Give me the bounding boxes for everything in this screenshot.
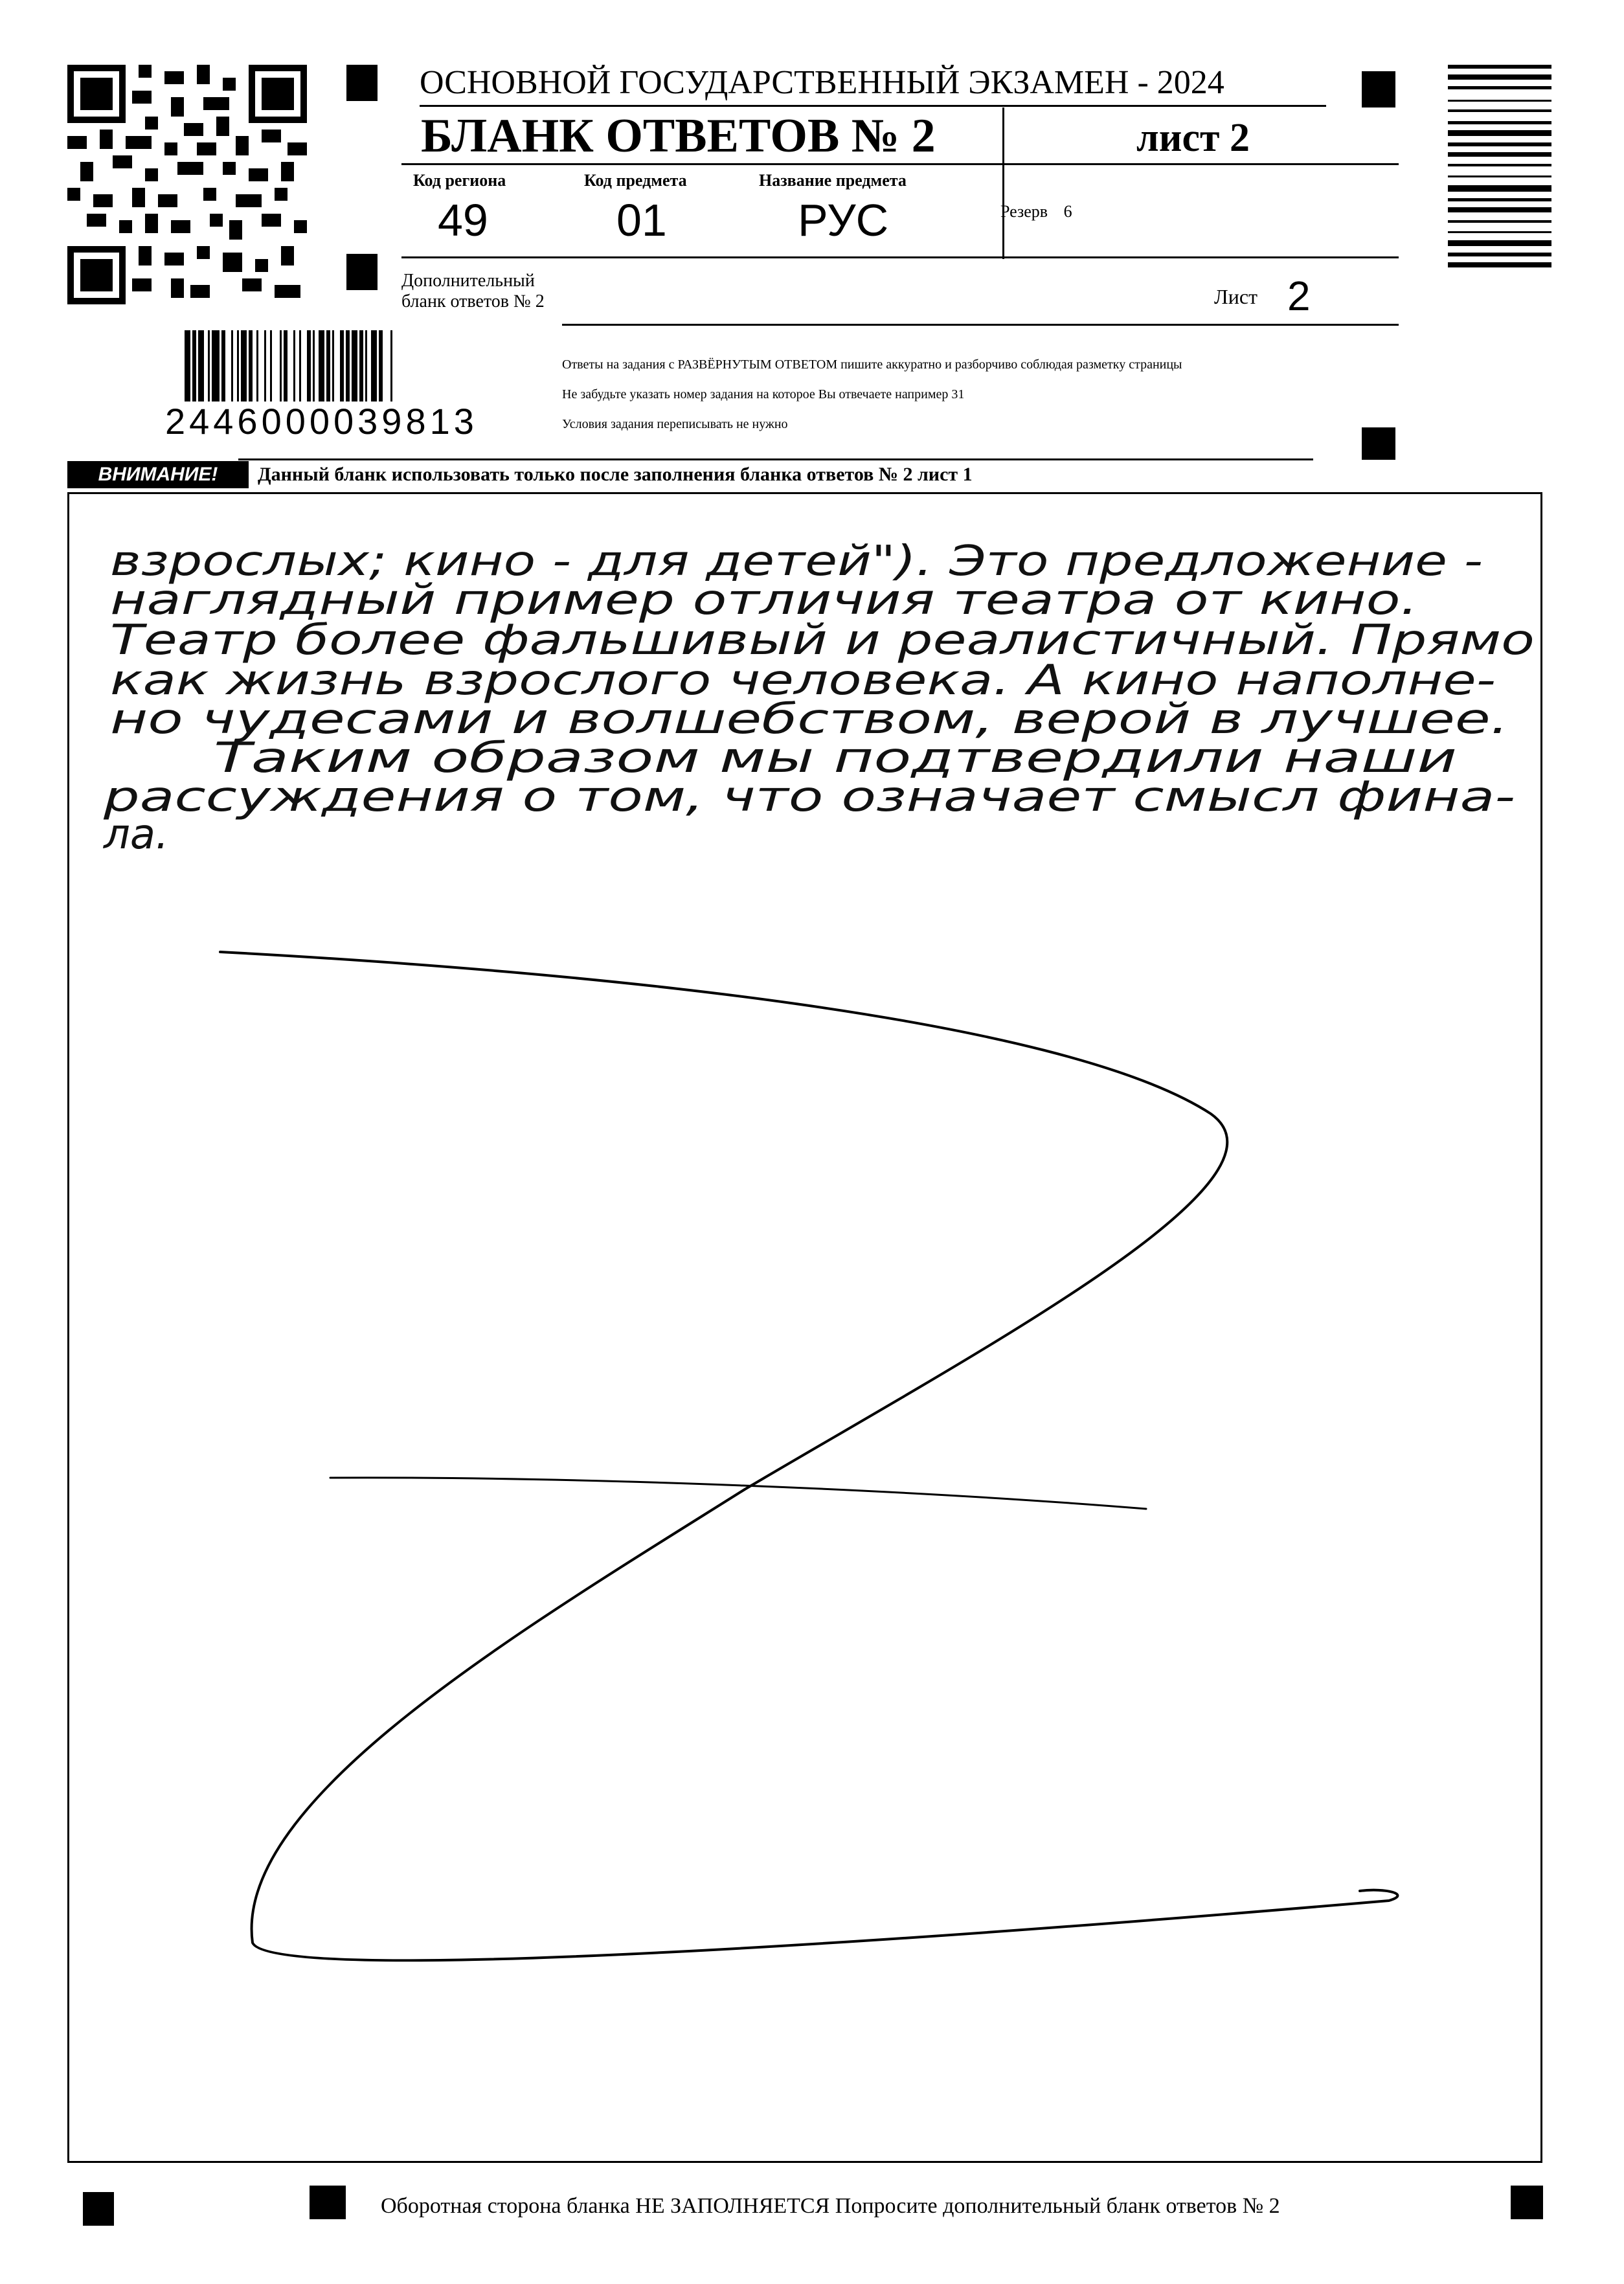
- reserve-value: 6: [1063, 202, 1072, 221]
- instruction-line-2: Не забудьте указать номер задания на которое Вы отвечаете например 31: [562, 387, 965, 401]
- sheet-number-label: Лист: [1214, 285, 1258, 308]
- subject-code-label: Код предмета: [584, 171, 687, 190]
- answer-line-4: как жизнь взрослого человека. А кино наполне-: [110, 657, 1496, 705]
- answer-line-8: ла.: [104, 811, 169, 859]
- footer-text: Оборотная сторона бланка НЕ ЗАПОЛНЯЕТСЯ Попросите дополнительный бланк ответов № 2: [381, 2194, 1280, 2218]
- barcode-number: 2446000039813: [165, 401, 478, 442]
- sheet-label: лист 2: [1136, 116, 1250, 160]
- reserve-label-text: Резерв: [1000, 202, 1048, 221]
- additional-form-label-line2: бланк ответов № 2: [401, 291, 545, 311]
- region-code-label: Код региона: [413, 171, 506, 190]
- notice-text: Данный бланк использовать только после заполнения бланка ответов № 2 лист 1: [258, 464, 973, 485]
- additional-form-label-line1: Дополнительный: [401, 271, 535, 291]
- answer-line-7: рассуждения о том, что означает смысл фина-: [102, 773, 1516, 821]
- answer-line-2: наглядный пример отличия театра от кино.: [110, 576, 1418, 624]
- answer-line-6: Таким образом мы подтвердили наши: [214, 734, 1457, 782]
- notice-badge: ВНИМАНИЕ!: [67, 461, 249, 488]
- answer-line-5: но чудесами и волшебством, верой в лучшее.: [110, 695, 1509, 743]
- exam-title: ОСНОВНОЙ ГОСУДАРСТВЕННЫЙ ЭКЗАМЕН - 2024: [420, 64, 1224, 101]
- z-cancellation-stroke: [220, 952, 1397, 1960]
- instruction-line-3: Условия задания переписывать не нужно: [562, 417, 788, 431]
- subject-name-label: Название предмета: [759, 171, 907, 190]
- subject-code-value: 01: [616, 195, 667, 245]
- sheet-number: 2: [1287, 273, 1311, 319]
- subject-name-value: РУС: [798, 195, 889, 245]
- form-title: БЛАНК ОТВЕТОВ № 2: [421, 109, 936, 163]
- instruction-line-1: Ответы на задания с РАЗВЁРНУТЫМ ОТВЕТОМ пишите аккуратно и разборчиво соблюдая разметку страницы: [562, 357, 1182, 372]
- answer-line-3: Театр более фальшивый и реалистичный. Прямо: [110, 616, 1535, 664]
- region-code-value: 49: [438, 195, 488, 245]
- answer-line-1: взрослых; кино - для детей"). Это предложение -: [110, 537, 1483, 585]
